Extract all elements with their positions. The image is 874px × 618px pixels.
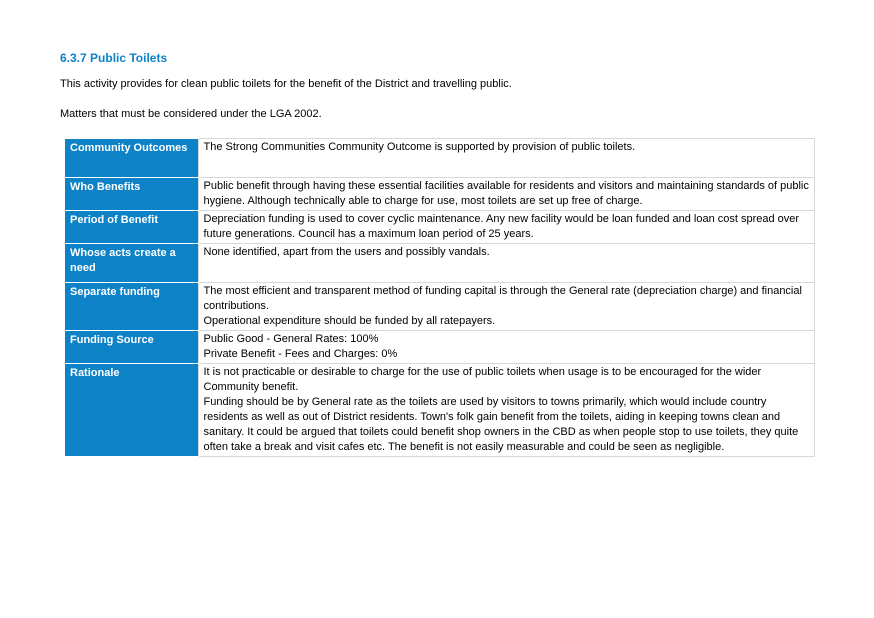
table-row [65, 211, 814, 244]
table-row [65, 139, 814, 178]
row-value-line: None identified, apart from the users and possibly vandals. [203, 246, 490, 258]
row-value-who-benefits [198, 178, 814, 211]
table-row [65, 283, 814, 331]
table-row [65, 244, 814, 283]
row-value-line: The most efficient and transparent method of funding capital is through the General rate (depreciation charge) and financial contributions. [203, 285, 802, 312]
row-value-whose-acts [198, 244, 814, 283]
funding-considerations-table [65, 138, 815, 457]
row-value-line: Funding should be by General rate as the toilets are used by visitors to towns primarily, which would include country residents as well as out of District residents. Town's folk gain benefit from the toilets, aiding in keeping towns clean and sanitary. It could be argued that toilets could benefit shop owners in the CBD as when people stop to use toilets, they quite often take a break and visit cafes etc. The benefit is not easily measurable and could be seen as negligible. [203, 396, 799, 453]
row-value-rationale [198, 364, 814, 457]
row-label-who-benefits: Who Benefits [65, 178, 198, 211]
row-label-whose-acts: Whose acts create a need [65, 244, 198, 283]
row-value-line: It is not practicable or desirable to charge for the use of public toilets when usage is to be encouraged for the wider Community benefit. [203, 366, 762, 393]
row-value-community-outcomes [198, 139, 814, 178]
row-value-separate-funding [198, 283, 814, 331]
row-value-line: Public Good - General Rates: 100% [203, 333, 379, 345]
row-value-line: Public benefit through having these essential facilities available for residents and visitors and maintaining standards of public hygiene. Although technically able to charge for use, most toilets are set up free of charge. [203, 180, 809, 207]
row-label-separate-funding: Separate funding [65, 283, 198, 331]
row-value-funding-source [198, 331, 814, 364]
row-label-funding-source: Funding Source [65, 331, 198, 364]
table-row [65, 178, 814, 211]
row-label-period-of-benefit: Period of Benefit [65, 211, 198, 244]
row-value-line: The Strong Communities Community Outcome is supported by provision of public toilets. [203, 141, 636, 153]
intro-paragraph: This activity provides for clean public toilets for the benefit of the District and travelling public. [60, 78, 512, 90]
row-value-line: Private Benefit - Fees and Charges: 0% [203, 348, 398, 360]
section-heading: 6.3.7 Public Toilets [60, 51, 168, 65]
table-row [65, 331, 814, 364]
row-value-line: Operational expenditure should be funded by all ratepayers. [203, 315, 496, 327]
row-value-period-of-benefit [198, 211, 814, 244]
row-value-line: Depreciation funding is used to cover cyclic maintenance. Any new facility would be loan funded and loan cost spread over future generations. Council has a maximum loan period of 25 years. [203, 213, 800, 240]
row-label-rationale: Rationale [65, 364, 198, 457]
matters-intro-paragraph: Matters that must be considered under the LGA 2002. [60, 108, 322, 120]
row-label-community-outcomes: Community Outcomes [65, 139, 198, 178]
table-row [65, 364, 814, 457]
